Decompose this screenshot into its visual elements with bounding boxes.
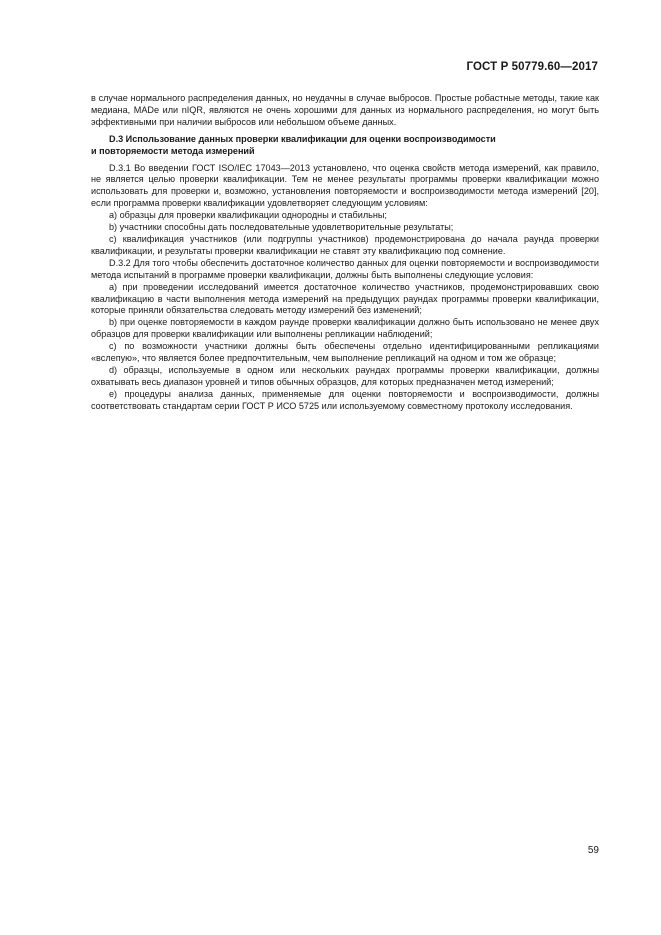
list-item-d32-c: с) по возможности участники должны быть обеспечены отдельно идентифицированными репликациями «вслепую», что является более предпочтительным, чем выполнение репликаций на одном и том же образце;	[91, 341, 599, 364]
page-number: 59	[587, 845, 599, 856]
section-heading-line1: D.3 Использование данных проверки квалификации для оценки воспроизводимости	[109, 133, 496, 144]
list-item-d32-a: а) при проведении исследований имеется достаточное количество участников, продемонстрировавших свою квалификацию в части выполнения метода измерений на предыдущих раундах программы проверки квалификации, которые приняли обязательства следовать методу измерений без изменений;	[91, 281, 599, 316]
section-heading	[91, 134, 599, 158]
section-heading-line2: и повторяемости метода измерений	[91, 145, 255, 156]
intro-paragraph: в случае нормального распределения данных, но неудачны в случае выбросов. Простые робастные методы, такие как медиана, MADe или nIQR, являются не очень хорошими для данных из нормального распределения, но могут быть эффективными при наличии выбросов или небольшом объеме данных.	[91, 93, 599, 127]
list-item-d31-b: b) участники способны дать последовательные удовлетворительные результаты;	[109, 222, 454, 233]
list-item-d32-e: е) процедуры анализа данных, применяемые для оценки повторяемости и воспроизводимости, должны соответствовать стандартам серии ГОСТ Р ИСО 5725 или используемому совместному протоколу исследования.	[91, 388, 599, 411]
list-item-d32-d: d) образцы, используемые в одном или нескольких раундах программы проверки квалификации, должны охватывать весь диапазон уровней и типов обычных образцов, для которых предназначен метод измерений;	[91, 364, 599, 387]
paragraph-d32: D.3.2 Для того чтобы обеспечить достаточное количество данных для оценки повторяемости и воспроизводимости метода испытаний в программе проверки квалификации, должны быть выполнены следующие условия:	[91, 257, 599, 280]
standard-header: ГОСТ Р 50779.60—2017	[466, 61, 598, 73]
list-item-d31-a: а) образцы для проверки квалификации однородны и стабильны;	[109, 210, 387, 221]
list-item-d31-c: с) квалификация участников (или подгруппы участников) продемонстрирована до начала раунда проверки квалификации, и результаты проверки квалификации не ставят эту квалификацию под сомнение.	[91, 233, 599, 256]
list-item-d32-b: b) при оценке повторяемости в каждом раунде проверки квалификации должно быть использовано не менее двух образцов для проверки квалификации или выполнены репликации наблюдений;	[91, 317, 599, 340]
page-body	[91, 93, 599, 413]
paragraph-d31: D.3.1 Во введении ГОСТ ISO/IEC 17043—2013 установлено, что оценка свойств метода измерений, как правило, не является целью проверки квалификации. Тем не менее результаты программы проверки квалификации можно использовать для проверки и, возможно, установления повторяемости и воспроизводимости метода измерений [20], если программа проверки квалификации удовлетворяет следующим условиям:	[91, 162, 599, 209]
